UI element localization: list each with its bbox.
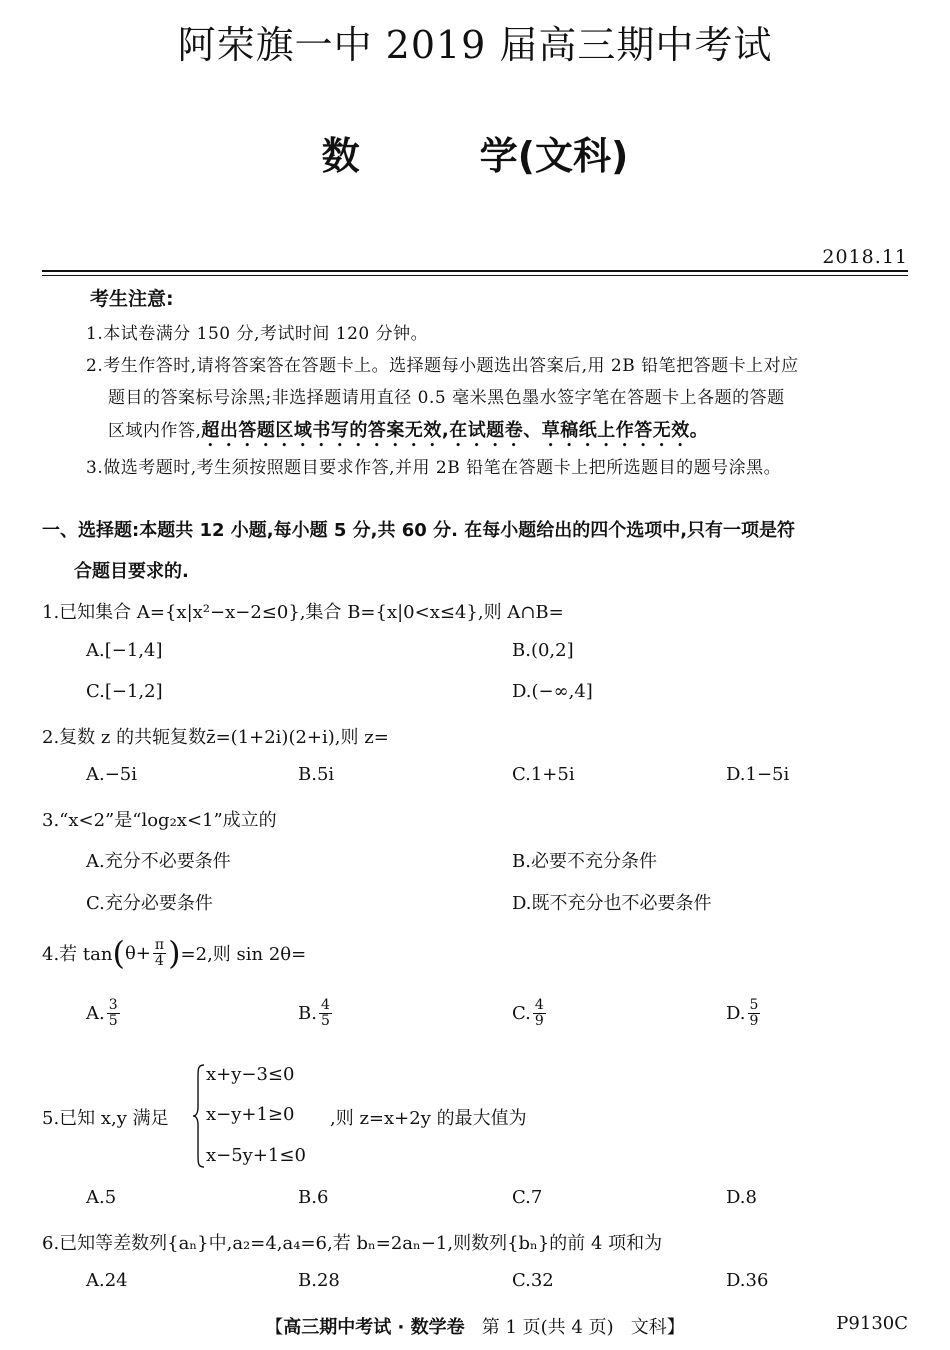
question-4-option-b: [298, 998, 334, 1029]
footer-exam-name: 高三期中考试 · 数学卷: [283, 1317, 465, 1338]
question-6-option-d: D.36: [726, 1270, 769, 1291]
question-2-option-c: C.1+5i: [512, 764, 575, 785]
section-1-heading-line-1: 一、选择题:本题共 12 小题,每小题 5 分,共 60 分. 在每小题给出的四个选项中,只有一项是符: [42, 520, 796, 541]
footer-right-bracket: 】: [666, 1317, 685, 1338]
header-rule-thick: [42, 270, 908, 272]
footer-page-number: 第 1 页(共 4 页): [481, 1317, 614, 1338]
fraction-denominator: 5: [320, 1013, 330, 1029]
notice-item-3: 3.做选考题时,考生须按照题目要求作答,并用 2B 铅笔在答题卡上把所选题目的题号涂黑。: [86, 458, 782, 478]
fraction-numerator: π: [154, 936, 165, 953]
question-4-option-a: [86, 998, 122, 1029]
paper-code: P9130C: [836, 1313, 908, 1334]
question-6-option-a: A.24: [86, 1270, 128, 1291]
option-fraction: [748, 998, 761, 1029]
question-3-stem: 3.“x<2”是“log₂x<1”成立的: [42, 810, 277, 831]
question-2-option-b: B.5i: [298, 764, 335, 785]
question-4-theta: θ+: [124, 942, 151, 964]
notice-item-2-line-3: [108, 416, 708, 451]
notice-item-1: 1.本试卷满分 150 分,考试时间 120 分钟。: [86, 324, 429, 344]
pi-over-4-fraction: [153, 938, 166, 969]
notice-title: 考生注意:: [90, 288, 174, 310]
option-label: B.: [298, 1003, 317, 1024]
fraction-numerator: 3: [108, 997, 118, 1013]
fraction-denominator: 9: [749, 1013, 759, 1029]
option-fraction: [533, 998, 546, 1029]
question-5-option-b: B.6: [298, 1187, 329, 1208]
fraction-numerator: 4: [320, 997, 330, 1013]
fraction-numerator: 5: [749, 997, 759, 1013]
question-5-option-c: C.7: [512, 1187, 543, 1208]
question-5-stem-suffix: ,则 z=x+2y 的最大值为: [330, 1108, 527, 1129]
exam-date: 2018.11: [822, 246, 908, 268]
question-1-option-a: A.[−1,4]: [86, 640, 163, 661]
notice-item-2-line-2: 题目的答案标号涂黑;非选择题请用直径 0.5 毫米黑色墨水签字笔在答题卡上各题的答题: [108, 388, 785, 408]
notice-item-2-line-1: 2.考生作答时,请将答案答在答题卡上。选择题每小题选出答案后,用 2B 铅笔把答题卡上对应: [86, 356, 799, 376]
section-1-heading-line-2: 合题目要求的.: [74, 561, 189, 582]
notice-item-2-line-3-prefix: 区域内作答,: [108, 421, 202, 441]
fraction-denominator: 5: [108, 1013, 118, 1029]
option-label: A.: [86, 1003, 105, 1024]
right-paren: ): [168, 934, 181, 972]
question-6-option-c: C.32: [512, 1270, 554, 1291]
option-label: D.: [726, 1003, 746, 1024]
fraction-denominator: 9: [534, 1013, 544, 1029]
question-1-option-b: B.(0,2]: [512, 640, 574, 661]
question-5-option-d: D.8: [726, 1187, 757, 1208]
constraint-2: x−y+1≥0: [206, 1104, 295, 1125]
question-6-option-b: B.28: [298, 1270, 340, 1291]
fraction-denominator: 4: [155, 952, 164, 969]
question-3-option-a: A.充分不必要条件: [86, 851, 231, 872]
notice-emphasis: 超出答题区域书写的答案无效,在试题卷、草稿纸上作答无效。: [201, 420, 709, 441]
footer-left-bracket: 【: [265, 1317, 284, 1338]
constraint-1: x+y−3≤0: [206, 1064, 295, 1085]
constraint-3: x−5y+1≤0: [206, 1145, 306, 1166]
subject-heading: [0, 125, 950, 180]
exam-title: 阿荣旗一中 2019 届高三期中考试: [177, 23, 773, 67]
option-label: C.: [512, 1003, 531, 1024]
question-4-option-d: [726, 998, 762, 1029]
question-2-stem: 2.复数 z 的共轭复数z̄=(1+2i)(2+i),则 z=: [42, 727, 389, 748]
question-3-option-b: B.必要不充分条件: [512, 851, 657, 872]
left-paren: (: [112, 934, 125, 972]
question-3-option-d: D.既不充分也不必要条件: [512, 893, 712, 914]
fraction-numerator: 4: [534, 997, 544, 1013]
question-1-stem: 1.已知集合 A={x|x²−x−2≤0},集合 B={x|0<x≤4},则 A∩B=: [42, 602, 564, 623]
subject-left: 数: [321, 134, 360, 178]
question-5-stem-prefix: 5.已知 x,y 满足: [42, 1108, 169, 1129]
page-footer: [0, 1313, 950, 1339]
subject-right: 学(文科): [479, 134, 629, 178]
option-fraction: [319, 998, 332, 1029]
header-rule-thin: [42, 275, 908, 276]
footer-subject: 文科: [630, 1317, 667, 1338]
question-2-option-d: D.1−5i: [726, 764, 790, 785]
question-4-stem-prefix: 4.若 tan: [42, 944, 113, 965]
question-1-option-d: D.(−∞,4]: [512, 681, 593, 702]
question-4-option-c: [512, 998, 548, 1029]
question-4-stem-suffix: =2,则 sin 2θ=: [180, 944, 307, 965]
question-6-stem: 6.已知等差数列{aₙ}中,a₂=4,a₄=6,若 bₙ=2aₙ−1,则数列{bₙ}的前 4 项和为: [42, 1233, 663, 1254]
question-5-option-a: A.5: [86, 1187, 117, 1208]
question-3-option-c: C.充分必要条件: [86, 893, 213, 914]
question-1-option-c: C.[−1,2]: [86, 681, 163, 702]
question-2-option-a: A.−5i: [86, 764, 138, 785]
option-fraction: [107, 998, 120, 1029]
left-brace: [192, 1063, 206, 1169]
question-4-stem: [42, 934, 306, 972]
